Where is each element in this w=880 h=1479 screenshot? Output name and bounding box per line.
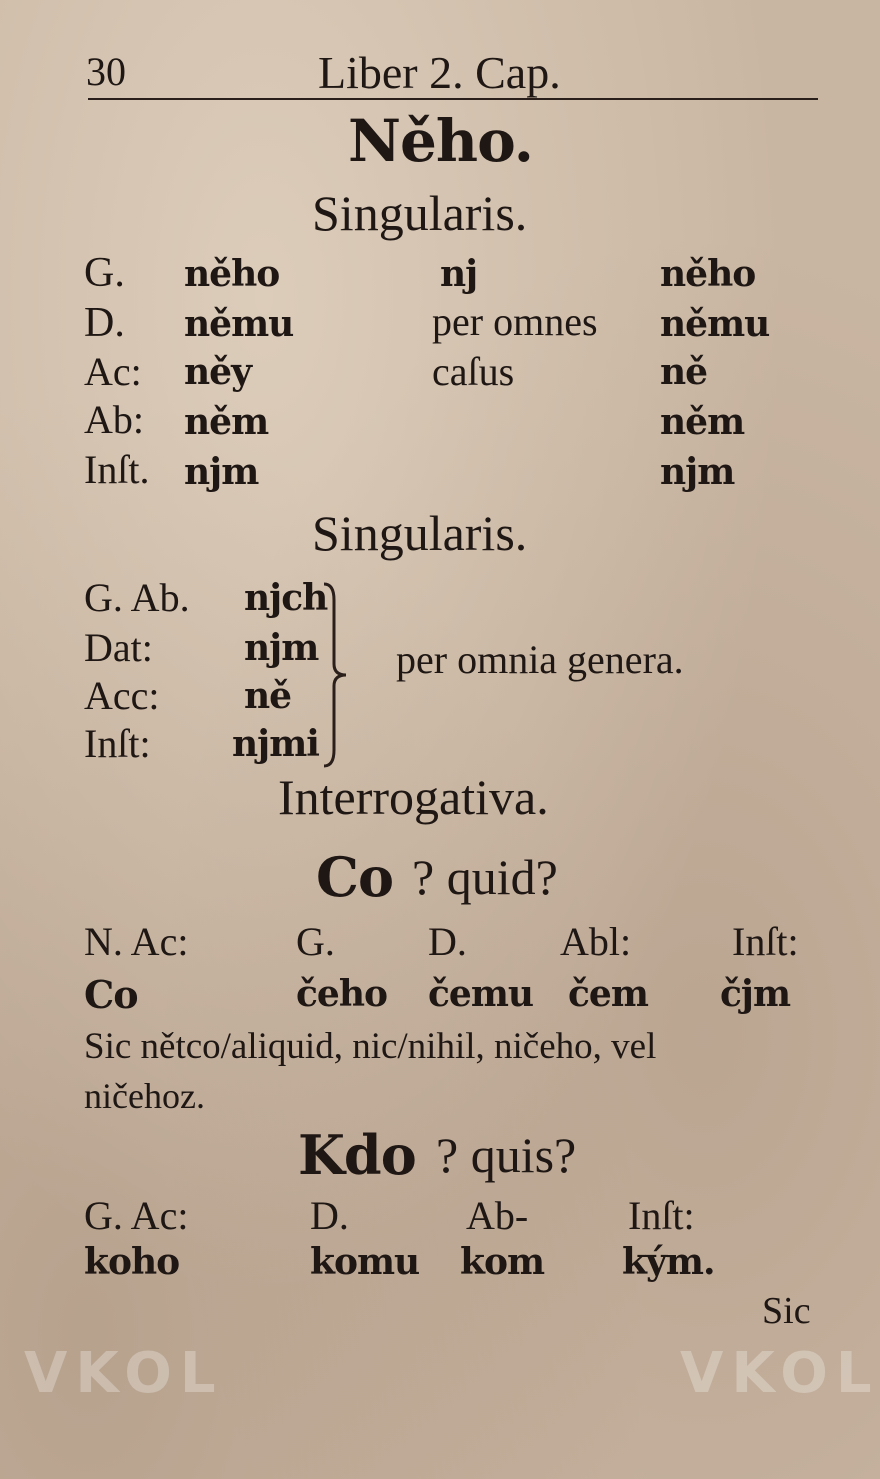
kdo-header-d: D. xyxy=(310,1193,349,1238)
s1-right-g: něho xyxy=(660,253,756,295)
kdo-header-inst: Inſt: xyxy=(628,1193,695,1238)
s1-case-ab: Ab: xyxy=(84,397,144,442)
co-header-abl: Abl: xyxy=(560,919,632,964)
section2-subtitle: Singularis. xyxy=(312,505,528,561)
sic-line-1: Sic nětco/aliquid, nic/nihil, ničeho, vel xyxy=(84,1026,657,1067)
header-rule xyxy=(88,98,818,100)
co-form-inst: čjm xyxy=(720,973,791,1015)
co-heading-gloss: ? quid? xyxy=(412,849,558,905)
kdo-header-ab: Ab- xyxy=(466,1193,529,1238)
s1-right-ab: něm xyxy=(660,401,745,443)
co-form-abl: čem xyxy=(568,973,648,1015)
co-form-n: Co xyxy=(84,972,138,1017)
watermark-left: VKOL xyxy=(24,1341,224,1406)
s1-right-d: němu xyxy=(660,303,770,345)
right-brace xyxy=(320,580,350,770)
s1-mid-d: per omnes xyxy=(432,299,598,344)
s1-right-inst: njm xyxy=(660,451,735,493)
s1-case-inst: Inſt. xyxy=(84,447,150,492)
s2-form-inst: njmi xyxy=(232,723,319,765)
co-header-nac: N. Ac: xyxy=(84,919,189,964)
co-header-inst: Inſt: xyxy=(732,919,799,964)
s2-form-acc: ně xyxy=(244,675,292,717)
s1-mid-ac: caſus xyxy=(432,349,515,394)
s1-mid-g: nj xyxy=(440,253,478,295)
interrogativa-heading: Interrogativa. xyxy=(278,769,549,825)
s2-form-dat: njm xyxy=(244,627,319,669)
watermark-right: VKOL xyxy=(680,1341,880,1406)
s1-masc-d: němu xyxy=(184,303,294,345)
s2-case-gab: G. Ab. xyxy=(84,575,190,620)
s1-case-ac: Ac: xyxy=(84,349,142,394)
s2-case-acc: Acc: xyxy=(84,673,160,718)
s1-case-d: D. xyxy=(84,300,125,346)
co-header-d: D. xyxy=(428,919,467,964)
co-form-d: čemu xyxy=(428,973,534,1015)
kdo-form-ab: kom xyxy=(460,1241,545,1283)
s1-masc-inst: njm xyxy=(184,451,259,493)
co-form-g: čeho xyxy=(296,973,388,1015)
kdo-heading-word: Kdo xyxy=(298,1123,416,1187)
catchword: Sic xyxy=(762,1290,811,1332)
section-title-neho: Něho. xyxy=(348,107,533,175)
s2-form-gab: njch xyxy=(244,577,328,619)
kdo-form-inst: kým. xyxy=(622,1241,715,1283)
section1-subtitle: Singularis. xyxy=(312,185,528,241)
co-heading-word: Co xyxy=(316,845,393,909)
kdo-header-gac: G. Ac: xyxy=(84,1193,189,1238)
kdo-form-d: komu xyxy=(310,1241,420,1283)
sic-line-2: ničehoz. xyxy=(84,1076,205,1116)
s1-masc-ac: něy xyxy=(184,351,251,393)
kdo-heading-gloss: ? quis? xyxy=(436,1127,577,1183)
s2-case-dat: Dat: xyxy=(84,625,153,670)
page-number: 30 xyxy=(86,49,126,94)
running-title: Liber 2. Cap. xyxy=(318,47,561,98)
kdo-form-gac: koho xyxy=(84,1241,180,1283)
s1-right-ac: ně xyxy=(660,351,708,393)
s1-masc-g: něho xyxy=(184,253,280,295)
s1-case-g: G. xyxy=(84,250,125,296)
s2-case-inst: Inſt: xyxy=(84,721,151,766)
s2-note: per omnia genera. xyxy=(396,637,684,682)
s1-masc-ab: něm xyxy=(184,401,269,443)
co-header-g: G. xyxy=(296,919,335,964)
